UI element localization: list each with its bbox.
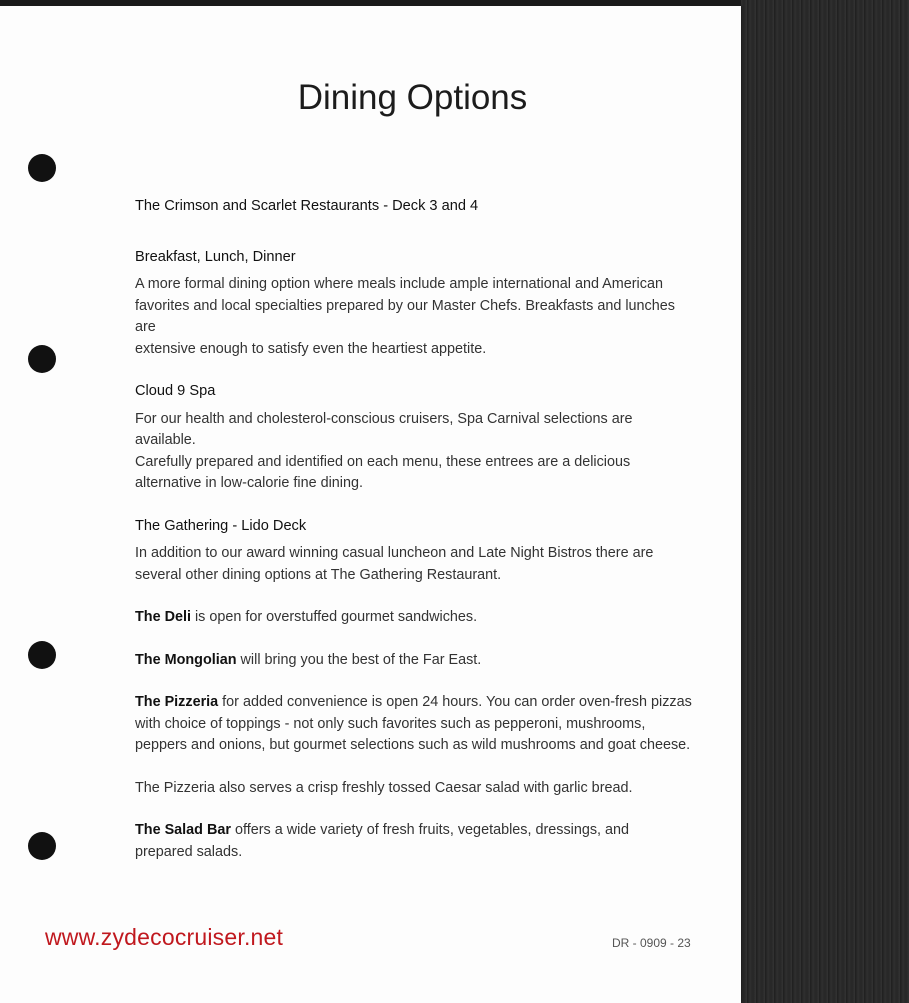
gathering-heading: The Gathering - Lido Deck (135, 517, 307, 534)
breakfast-line: A more formal dining option where meals include ample international and American (135, 276, 663, 292)
binder-hole-2 (28, 345, 56, 373)
page-reference: DR - 0909 - 23 (612, 936, 691, 950)
breakfast-line: favorites and local specialties prepared by our Master Chefs. Breakfasts and lunches are (135, 297, 675, 335)
breakfast-heading: Breakfast, Lunch, Dinner (135, 248, 296, 265)
salad-bar-line: prepared salads. (135, 843, 243, 860)
binder-hole-1 (28, 154, 56, 182)
mongolian-name: The Mongolian (135, 651, 237, 668)
gathering-line: In addition to our award winning casual luncheon and Late Night Bistros there are (135, 545, 654, 561)
gathering-line: several other dining options at The Gathering Restaurant. (135, 566, 502, 583)
website-watermark: www.zydecocruiser.net (45, 924, 284, 950)
salad-bar-name: The Salad Bar (135, 822, 231, 838)
mongolian-text: will bring you the best of the Far East. (236, 651, 482, 668)
deli-paragraph (135, 607, 695, 629)
pizzeria-name: The Pizzeria (135, 694, 219, 710)
salad-bar-paragraph (135, 820, 695, 863)
spa-line: Carefully prepared and identified on each menu, these entrees are a delicious (135, 453, 631, 470)
spa-line: alternative in low-calorie fine dining. (135, 475, 363, 491)
salad-bar-line: offers a wide variety of fresh fruits, vegetables, dressings, and (230, 822, 630, 838)
spa-heading: Cloud 9 Spa (135, 383, 216, 399)
pizzeria-line: for added convenience is open 24 hours. You can order oven-fresh pizzas (218, 694, 692, 710)
scan-top-edge (0, 0, 741, 6)
pizzeria-salad-paragraph: The Pizzeria also serves a crisp freshly tossed Caesar salad with garlic bread. (135, 779, 633, 796)
pizzeria-paragraph (135, 692, 695, 757)
breakfast-line: extensive enough to satisfy even the heartiest appetite. (135, 340, 487, 357)
page-title: Dining Options (297, 78, 528, 117)
gathering-paragraph (135, 543, 695, 586)
pizzeria-line: peppers and onions, but gourmet selections such as wild mushrooms and goat cheese. (135, 737, 691, 753)
spa-paragraph (135, 409, 695, 495)
breakfast-paragraph (135, 274, 695, 360)
binder-hole-3 (28, 641, 56, 669)
restaurant-heading: The Crimson and Scarlet Restaurants - Deck 3 and 4 (135, 198, 479, 214)
spa-line: For our health and cholesterol-conscious cruisers, Spa Carnival selections are available. (135, 410, 633, 448)
page-content (135, 196, 695, 863)
deli-name: The Deli (135, 609, 191, 625)
mongolian-paragraph (135, 650, 695, 672)
pizzeria-line: with choice of toppings - not only such favorites such as pepperoni, mushrooms, (135, 715, 646, 732)
deli-text: is open for overstuffed gourmet sandwiches. (190, 609, 478, 625)
binder-hole-4 (28, 832, 56, 860)
